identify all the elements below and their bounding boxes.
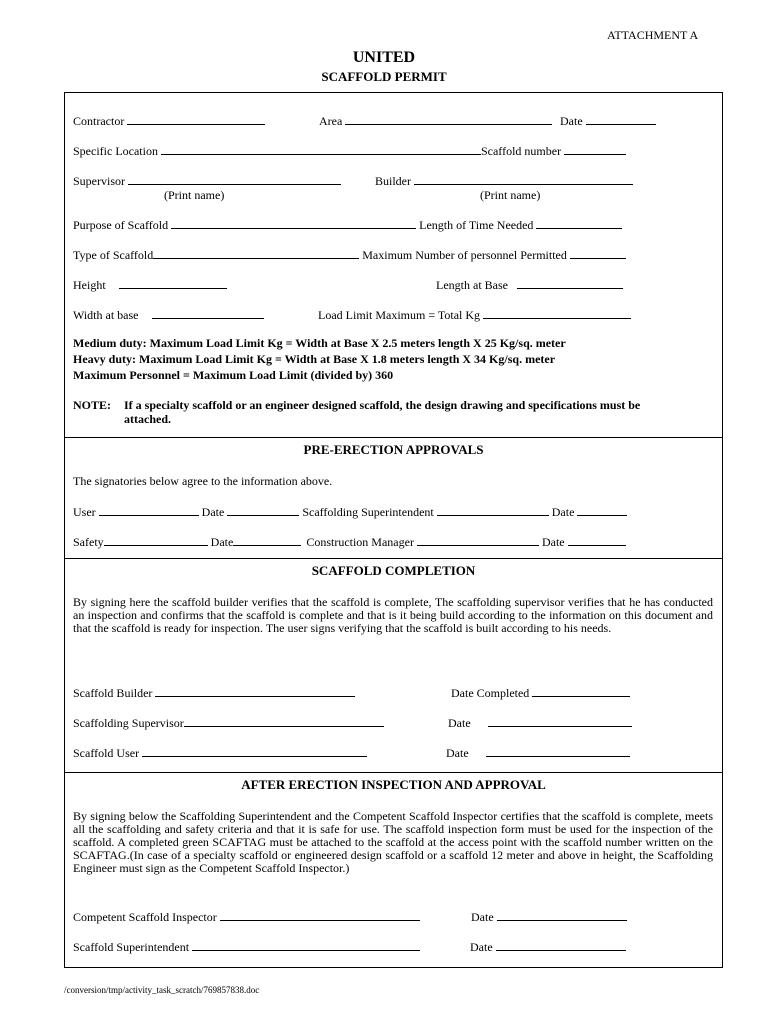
contractor-field[interactable] [127, 113, 265, 125]
length-of-time-field[interactable] [536, 217, 622, 229]
construction-manager-date-field[interactable] [568, 534, 626, 546]
supervisor-row [73, 173, 341, 188]
scaffolding-supervisor-field[interactable] [184, 715, 384, 727]
note-text-continued: attached. [124, 412, 171, 426]
specific-location-field[interactable] [161, 143, 481, 155]
scaffold-superintendent-label: Scaffold Superintendent [73, 940, 190, 954]
construction-manager-date-label: Date [541, 535, 565, 549]
completion-heading: SCAFFOLD COMPLETION [311, 563, 476, 578]
type-field[interactable] [153, 247, 359, 259]
document-title: UNITED [352, 49, 416, 66]
completion-user-date-field[interactable] [486, 745, 630, 757]
type-row [73, 247, 626, 262]
pre-erection-heading: PRE-ERECTION APPROVALS [303, 442, 484, 457]
load-limit-label: Load Limit Maximum = Total Kg [318, 308, 481, 322]
builder-sign-row [73, 685, 355, 700]
note-label: NOTE: [73, 398, 112, 412]
location-row [73, 143, 626, 158]
purpose-field[interactable] [171, 217, 416, 229]
section-divider [64, 437, 723, 438]
scaffold-builder-field[interactable] [155, 685, 355, 697]
scaffold-number-field[interactable] [564, 143, 626, 155]
attachment-label: ATTACHMENT A [607, 28, 699, 42]
safety-date-field[interactable] [233, 534, 301, 546]
user-date-row [446, 745, 630, 760]
after-erection-heading: AFTER ERECTION INSPECTION AND APPROVAL [241, 777, 546, 792]
scaffold-user-field[interactable] [142, 745, 367, 757]
user-date-field[interactable] [227, 504, 299, 516]
user-label: User [73, 505, 96, 519]
max-personnel-label: Maximum Number of personnel Permitted [362, 248, 567, 262]
height-label: Height [73, 278, 106, 292]
builder-row [375, 173, 633, 188]
purpose-row [73, 217, 622, 232]
safety-label: Safety [73, 535, 104, 549]
date-row [560, 113, 656, 128]
scaffold-builder-label: Scaffold Builder [73, 686, 153, 700]
date-field[interactable] [586, 113, 656, 125]
purpose-label: Purpose of Scaffold [73, 218, 169, 232]
date-label: Date [560, 114, 583, 128]
length-at-base-row [436, 277, 623, 292]
supervisor-print-name: (Print name) [164, 188, 225, 202]
competent-inspector-field[interactable] [220, 909, 420, 921]
width-row [73, 307, 264, 322]
inspector-sign-row [73, 909, 420, 924]
scaffolding-supervisor-label: Scaffolding Supervisor [73, 716, 184, 730]
competent-inspector-label: Competent Scaffold Inspector [73, 910, 217, 924]
date-completed-label: Date Completed [451, 686, 530, 700]
area-row [319, 113, 552, 128]
superintendent-date-field[interactable] [577, 504, 627, 516]
date-completed-field[interactable] [532, 685, 630, 697]
heavy-duty-formula: Heavy duty: Maximum Load Limit Kg = Width at Base X 1.8 meters length X 34 Kg/sq. meter [73, 352, 556, 366]
user-date-label: Date [201, 505, 225, 519]
completion-text: By signing here the scaffold builder verifies that the scaffold is complete, The scaffolding supervisor verifies that he has conducted an inspection and confirms that the scaffold is complete and that is it being build according to the information on this document and that the scaffold is ready for inspection. The user signs verifying that the scaffold is built according to his needs. [73, 595, 713, 635]
scaffold-number-label: Scaffold number [480, 144, 562, 158]
contractor-row [73, 113, 265, 128]
area-label: Area [319, 114, 343, 128]
supervisor-date-field[interactable] [488, 715, 632, 727]
supervisor-date-label: Date [448, 716, 471, 730]
document-subtitle: SCAFFOLD PERMIT [321, 69, 447, 84]
superintendent-label: Scaffolding Superintendent [302, 505, 434, 519]
scaffold-user-label: Scaffold User [73, 746, 140, 760]
superintendent-final-date-field[interactable] [496, 939, 626, 951]
file-path-footer: /conversion/tmp/activity_task_scratch/769857838.doc [64, 985, 260, 995]
construction-manager-label: Construction Manager [306, 535, 414, 549]
builder-field[interactable] [414, 173, 633, 185]
note-text: If a specialty scaffold or an engineer designed scaffold, the design drawing and specifications must be [124, 398, 641, 412]
area-field[interactable] [345, 113, 552, 125]
supervisor-label: Supervisor [73, 174, 125, 188]
max-personnel-field[interactable] [570, 247, 626, 259]
superintendent-final-date-label: Date [470, 940, 493, 954]
after-erection-text: By signing below the Scaffolding Superintendent and the Competent Scaffold Inspector certifies that the scaffold is complete, meets all the scaffolding and safety criteria and that it is safe for use. The scaffold inspection form must be used for the inspection of the scaffold. A completed green SCAFTAG must be attached to the scaffold at the access point with the scaffold number written on the SCAFTAG.(In case of a specialty scaffold or engineered design scaffold or a scaffold 12 meter and above in height, the Scaffolding Engineer must sign as the Competent Scaffold Inspector.) [73, 809, 713, 875]
load-limit-field[interactable] [483, 307, 631, 319]
user-approval-row [73, 504, 627, 519]
height-row [73, 277, 227, 292]
superintendent-date-row [470, 939, 626, 954]
user-signature-field[interactable] [99, 504, 199, 516]
safety-approval-row [73, 534, 626, 549]
superintendent-signature-field[interactable] [437, 504, 549, 516]
length-at-base-field[interactable] [517, 277, 623, 289]
inspector-date-field[interactable] [497, 909, 627, 921]
superintendent-date-label: Date [551, 505, 575, 519]
type-label: Type of Scaffold [73, 248, 154, 262]
contractor-label: Contractor [73, 114, 125, 128]
safety-date-label: Date [210, 535, 234, 549]
section-divider [64, 558, 723, 559]
section-divider [64, 772, 723, 773]
inspector-date-row [471, 909, 627, 924]
user-date-label: Date [446, 746, 469, 760]
specific-location-label: Specific Location [73, 144, 158, 158]
inspector-date-label: Date [471, 910, 494, 924]
supervisor-date-row [448, 715, 632, 730]
builder-label: Builder [375, 174, 411, 188]
width-at-base-field[interactable] [152, 307, 264, 319]
supervisor-sign-row [73, 715, 384, 730]
date-completed-row [451, 685, 630, 700]
pre-erection-intro: The signatories below agree to the information above. [73, 474, 333, 488]
max-personnel-formula: Maximum Personnel = Maximum Load Limit (divided by) 360 [73, 368, 394, 382]
safety-signature-field[interactable] [104, 534, 208, 546]
user-sign-row [73, 745, 367, 760]
supervisor-field[interactable] [128, 173, 341, 185]
builder-print-name: (Print name) [480, 188, 541, 202]
construction-manager-signature-field[interactable] [417, 534, 539, 546]
load-limit-row [318, 307, 631, 322]
medium-duty-formula: Medium duty: Maximum Load Limit Kg = Width at Base X 2.5 meters length X 25 Kg/sq. meter [73, 336, 566, 350]
length-of-time-label: Length of Time Needed [419, 218, 534, 232]
width-at-base-label: Width at base [73, 308, 139, 322]
height-field[interactable] [119, 277, 227, 289]
length-at-base-label: Length at Base [436, 278, 508, 292]
superintendent-sign-row [73, 939, 420, 954]
scaffold-superintendent-field[interactable] [192, 939, 420, 951]
